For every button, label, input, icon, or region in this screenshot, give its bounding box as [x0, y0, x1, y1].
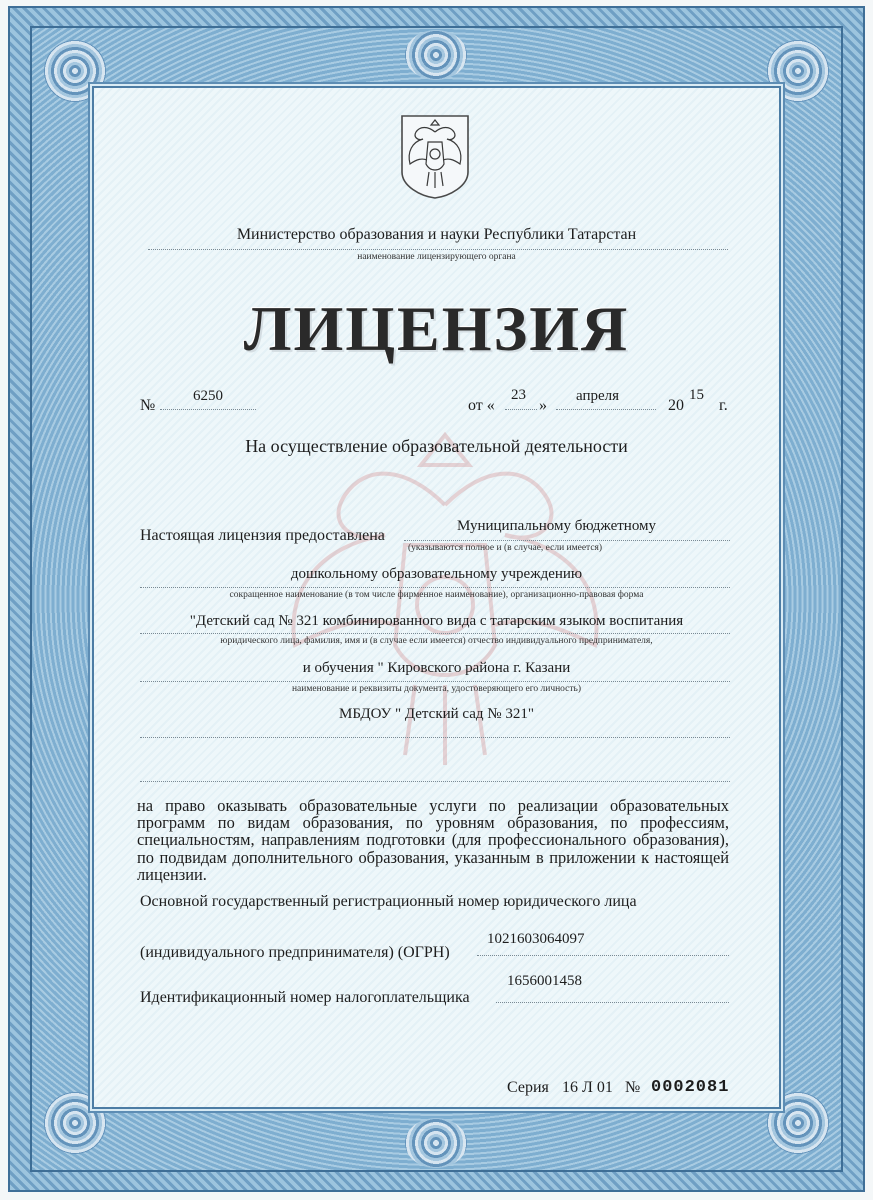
- grant-caption-3: юридического лица, фамилия, имя и (в случае если имеется) отчество индивидуального предпринимателя,: [220, 636, 653, 646]
- grant-line-2: дошкольному образовательному учреждению: [290, 566, 583, 582]
- rights-paragraph: на право оказывать образовательные услуги по реализации образовательных программ по видам образования, по уровням образования, по профессиям, специальностям, направлениям подготовки (для профессионального образования), по подвидам дополнительного образования, указанным в приложении к настоящей лицензии.: [137, 796, 729, 884]
- ogrn-underline: [477, 955, 729, 956]
- serial-series: 16 Л 01: [562, 1079, 613, 1096]
- license-number: 6250: [193, 388, 223, 404]
- grant-line-4: и обучения " Кировского района г. Казани: [302, 660, 571, 676]
- inn-underline: [496, 1002, 729, 1003]
- serial-number: 0002081: [651, 1078, 730, 1097]
- ogrn-label-2: (индивидуального предпринимателя) (ОГРН): [140, 944, 450, 961]
- grant-line-1: Муниципальному бюджетному: [457, 518, 657, 534]
- inn-value: 1656001458: [507, 973, 582, 989]
- coat-of-arms-icon: [398, 112, 472, 200]
- grant-caption-1: (указываются полное и (в случае, если имеется): [408, 543, 603, 553]
- ogrn-value: 1021603064097: [487, 931, 585, 947]
- year-suffix: 15: [689, 387, 704, 403]
- year-unit: г.: [719, 397, 728, 414]
- serial-number-sign: №: [625, 1079, 641, 1096]
- bottom-ornament-icon: [405, 1118, 467, 1168]
- grant-underline-3: [140, 633, 730, 634]
- document-title: ЛИЦЕНЗИЯ: [243, 293, 630, 364]
- grant-underline-4: [140, 681, 730, 682]
- date-day: 23: [511, 387, 526, 403]
- grant-underline-1: [404, 540, 730, 541]
- grant-underline-5: [140, 737, 730, 738]
- number-sign: №: [140, 397, 156, 414]
- top-ornament-icon: [405, 30, 467, 80]
- inn-label: Идентификационный номер налогоплательщика: [140, 989, 470, 1006]
- serial-label: Серия: [507, 1079, 549, 1096]
- grant-caption-2: сокращенное наименование (в том числе фирменное наименование), организационно-правовая форма: [229, 590, 644, 600]
- date-month: апреля: [576, 388, 620, 404]
- grant-label: Настоящая лицензия предоставлена: [140, 527, 385, 544]
- grant-line-5: МБДОУ " Детский сад № 321": [339, 706, 534, 722]
- day-underline: [505, 409, 537, 410]
- ogrn-label-1: Основной государственный регистрационный номер юридического лица: [140, 893, 637, 910]
- grant-underline-2: [140, 587, 730, 588]
- month-underline: [556, 409, 656, 410]
- date-from-label: от «: [468, 397, 495, 414]
- date-close-quote: »: [539, 397, 547, 414]
- year-prefix: 20: [668, 397, 684, 414]
- grant-underline-6: [140, 781, 730, 782]
- number-underline: [160, 409, 256, 410]
- authority-name: Министерство образования и науки Республики Татарстан: [236, 226, 637, 243]
- activity-title: На осуществление образовательной деятельности: [245, 436, 628, 456]
- authority-underline: [148, 249, 728, 250]
- grant-line-3: "Детский сад № 321 комбинированного вида с татарским языком воспитания: [189, 613, 684, 629]
- authority-caption: наименование лицензирующего органа: [357, 252, 516, 262]
- grant-caption-4: наименование и реквизиты документа, удостоверяющего его личность): [291, 684, 582, 694]
